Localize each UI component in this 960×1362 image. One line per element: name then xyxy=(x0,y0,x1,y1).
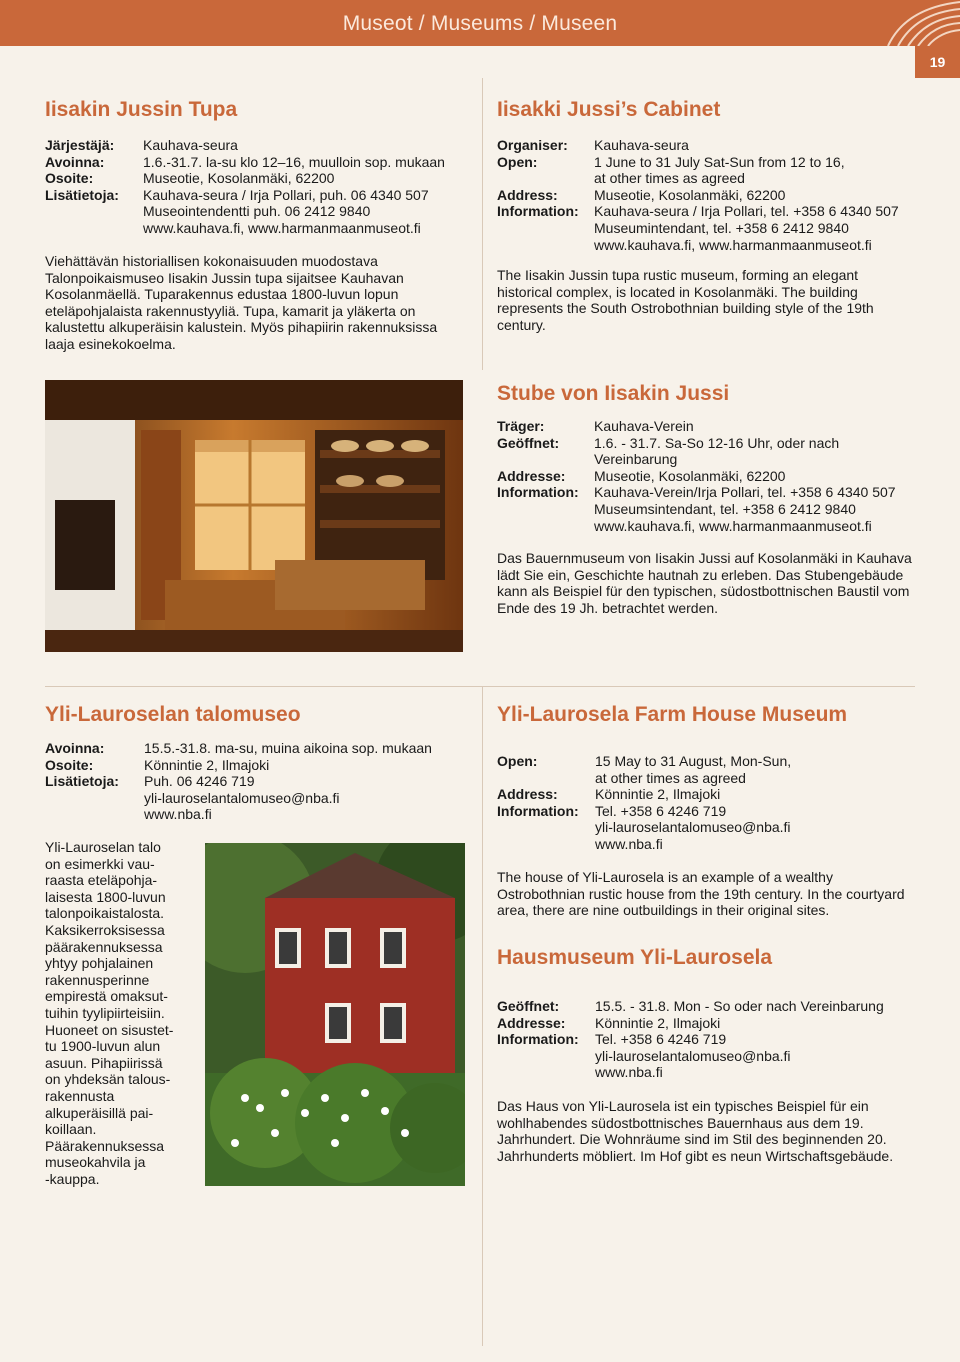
info-label: Information: xyxy=(497,203,579,220)
description-line: päärakennuksessa xyxy=(45,938,163,955)
info-value: Tel. +358 6 4246 719 xyxy=(595,802,727,819)
info-label: Osoite: xyxy=(45,756,94,773)
description-line: museokahvila ja xyxy=(45,1154,146,1171)
description-line: tuihin tyylipiirteisiin. xyxy=(45,1004,165,1021)
info-value: yli-lauroselantalomuseo@nba.fi xyxy=(144,789,340,806)
section-title: Stube von Iisakin Jussi xyxy=(497,382,730,405)
info-label: Information: xyxy=(497,484,579,501)
info-label: Osoite: xyxy=(45,170,94,187)
info-label: Träger: xyxy=(497,418,545,434)
info-value: Kauhava-Verein/Irja Pollari, tel. +358 6 4340 507 xyxy=(594,484,896,501)
museum-interior-photo xyxy=(45,380,463,652)
info-block xyxy=(497,418,927,534)
section-title: Iisakin Jussin Tupa xyxy=(45,98,238,121)
info-label: Addresse: xyxy=(497,467,566,484)
section-title: Iisakki Jussi’s Cabinet xyxy=(497,98,721,121)
info-value: Museotie, Kosolanmäki, 62200 xyxy=(594,186,786,203)
info-value: yli-lauroselantalomuseo@nba.fi xyxy=(595,1047,791,1064)
description-line: raasta eteläpohja- xyxy=(45,872,158,889)
info-value: at other times as agreed xyxy=(595,769,746,786)
info-block xyxy=(497,753,927,853)
info-value: www.kauhava.fi, www.harmanmaanmuseot.fi xyxy=(594,517,872,534)
info-value: Vereinbarung xyxy=(594,451,678,468)
info-value: 15.5.-31.8. ma-su, muina aikoina sop. mukaan xyxy=(144,740,432,756)
description-line: asuun. Pihapiirissä xyxy=(45,1054,163,1071)
info-value: Kauhava-Verein xyxy=(594,418,694,434)
description-line: koillaan. xyxy=(45,1121,97,1138)
info-value: Museointendentti puh. 06 2412 9840 xyxy=(143,203,371,220)
description: The house of Yli-Laurosela is an example of a wealthy Ostrobothnian rustic house from the 19th century. In the courtyard area, there are nine outbuildings in their original sites. xyxy=(497,869,905,919)
description-line: Huoneet on sisustet- xyxy=(45,1021,174,1038)
description-line: alkuperäisillä pai- xyxy=(45,1104,154,1121)
column-divider xyxy=(482,78,483,370)
description-line: Päärakennuksessa xyxy=(45,1137,165,1154)
info-value: yli-lauroselantalomuseo@nba.fi xyxy=(595,819,791,836)
info-block xyxy=(497,137,927,253)
column-divider xyxy=(482,686,483,1346)
description: Das Haus von Yli-Laurosela ist ein typisches Beispiel für ein wohlhabendes südostbottnisches Bauernhaus aus dem 19. Jahrhundert. Die Wohnräume sind im Stil des beginnenden 20. Jahrhunderts möbliert. Im Hof gibt es neun Wirtschaftsgebäude. xyxy=(497,1098,894,1164)
info-value: Tel. +358 6 4246 719 xyxy=(595,1031,727,1048)
info-label: Information: xyxy=(497,1031,579,1048)
info-block xyxy=(45,137,475,237)
info-label: Järjestäjä: xyxy=(45,137,115,153)
info-label: Address: xyxy=(497,186,558,203)
info-value: 1 June to 31 July Sat-Sun from 12 to 16, xyxy=(594,153,845,170)
info-block xyxy=(497,998,927,1081)
info-label: Organiser: xyxy=(497,137,568,153)
info-value: www.nba.fi xyxy=(595,1064,663,1081)
info-value: 1.6. - 31.7. Sa-So 12-16 Uhr, oder nach xyxy=(594,434,840,451)
info-label: Lisätietoja: xyxy=(45,186,119,203)
info-value: www.nba.fi xyxy=(595,835,663,852)
info-label: Open: xyxy=(497,753,538,769)
info-value: Museumintendant, tel. +358 6 2412 9840 xyxy=(594,219,849,236)
info-value: www.nba.fi xyxy=(144,806,212,823)
section-title: Yli-Laurosela Farm House Museum xyxy=(497,703,848,726)
info-label: Open: xyxy=(497,153,538,170)
info-label: Avoinna: xyxy=(45,740,105,756)
description-line: laisesta 1800-luvun xyxy=(45,888,166,905)
description-line: yhtyy pohjalainen xyxy=(45,955,154,972)
info-label: Addresse: xyxy=(497,1014,566,1031)
description-line: Kaksikerroksisessa xyxy=(45,921,165,938)
farm-house-photo xyxy=(205,843,465,1186)
info-block xyxy=(45,740,475,823)
info-value: Puh. 06 4246 719 xyxy=(144,773,255,790)
info-value: Museotie, Kosolanmäki, 62200 xyxy=(143,170,335,187)
info-label: Information: xyxy=(497,802,579,819)
info-value: Könnintie 2, Ilmajoki xyxy=(144,756,270,773)
info-value: Könnintie 2, Ilmajoki xyxy=(595,1014,721,1031)
info-value: 1.6.-31.7. la-su klo 12–16, muulloin sop. mukaan xyxy=(143,153,445,170)
info-value: Kauhava-seura xyxy=(143,137,238,153)
description-line: rakennusta xyxy=(45,1087,115,1104)
info-value: Museumsintendant, tel. +358 6 2412 9840 xyxy=(594,500,856,517)
description-line: empirestä omaksut- xyxy=(45,988,168,1005)
info-label: Address: xyxy=(497,786,558,803)
info-value: 15.5. - 31.8. Mon - So oder nach Vereinbarung xyxy=(595,998,884,1014)
section-title: Yli-Lauroselan talomuseo xyxy=(45,703,301,726)
section-title: Hausmuseum Yli-Laurosela xyxy=(497,946,773,969)
description: Viehättävän historiallisen kokonaisuuden muodostava Talonpoikaismuseo Iisakin Jussin tupa sijaitsee Kauhavan Kosolanmäellä. Tuparakennus edustaa 1800-luvun lopun eteläpohjalaista rakennustyyliä. Tupa, kamarit ja yläkerta on kalustettu alkuperäisin kalustein. Myös pihapiirin rakennuksissa laaja esinekokoelma. xyxy=(45,253,438,352)
info-value: Museotie, Kosolanmäki, 62200 xyxy=(594,467,786,484)
info-value: 15 May to 31 August, Mon-Sun, xyxy=(595,753,792,769)
info-value: Könnintie 2, Ilmajoki xyxy=(595,786,721,803)
description: Das Bauernmuseum von Iisakin Jussi auf Kosolanmäki in Kauhava lädt Sie ein, Geschichte hautnah zu erleben. Das Stubengebäude kann als Beispiel für den typischen, südostbottnischen Baustil vom Ende des 19 Jh. betrachtet werden. xyxy=(497,550,912,616)
description xyxy=(45,839,205,1187)
description-line: on esimerkki vau- xyxy=(45,855,155,872)
description-line: Yli-Lauroselan talo xyxy=(45,839,161,855)
info-value: www.kauhava.fi, www.harmanmaanmuseot.fi xyxy=(594,236,872,253)
info-label: Geöffnet: xyxy=(497,998,560,1014)
info-value: Kauhava-seura xyxy=(594,137,689,153)
page-header-title: Museot / Museums / Museen xyxy=(342,12,618,35)
info-label: Geöffnet: xyxy=(497,434,560,451)
page-number: 19 xyxy=(915,46,960,78)
description-line: -kauppa. xyxy=(45,1170,100,1187)
description-line: on yhdeksän talous- xyxy=(45,1071,171,1088)
description: The Iisakin Jussin tupa rustic museum, forming an elegant historical complex, is located in Kosolanmäki. The building represents the South Ostrobothnian building style of the 19th century. xyxy=(497,267,874,333)
info-label: Lisätietoja: xyxy=(45,773,119,790)
info-label: Avoinna: xyxy=(45,153,105,170)
section-divider xyxy=(45,686,915,687)
info-value: www.kauhava.fi, www.harmanmaanmuseot.fi xyxy=(143,219,421,236)
info-value: Kauhava-seura / Irja Pollari, puh. 06 4340 507 xyxy=(143,186,429,203)
info-value: at other times as agreed xyxy=(594,170,745,187)
description-line: talonpoikaistalosta. xyxy=(45,905,165,922)
description-line: rakennusperinne xyxy=(45,971,150,988)
description-line: tu 1900-luvun alun xyxy=(45,1038,161,1055)
info-value: Kauhava-seura / Irja Pollari, tel. +358 6 4340 507 xyxy=(594,203,899,220)
